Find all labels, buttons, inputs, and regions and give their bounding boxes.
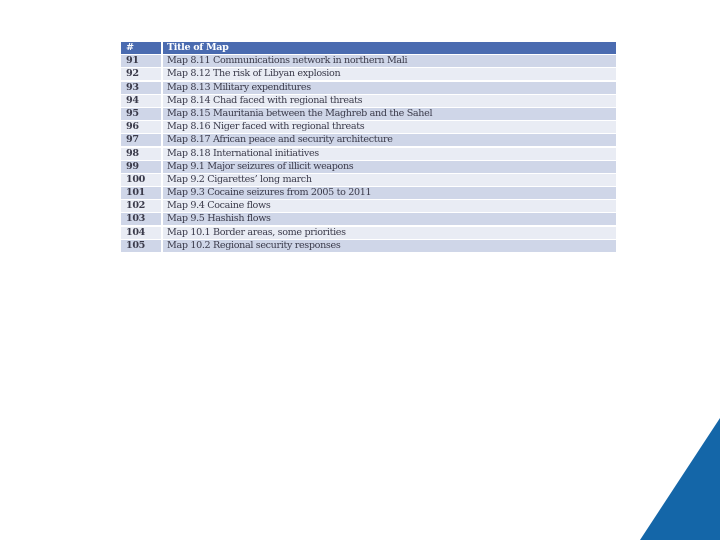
table-row (121, 95, 616, 108)
map-list-table (121, 42, 616, 253)
table-row (121, 148, 616, 161)
map-title: Map 8.18 International initiatives (163, 148, 616, 160)
map-number: 97 (121, 134, 161, 146)
table-row (121, 134, 616, 147)
map-title: Map 9.1 Major seizures of illicit weapons (163, 161, 616, 173)
table-row (121, 121, 616, 134)
map-number: 92 (121, 68, 161, 80)
map-number: 104 (121, 227, 161, 239)
corner-accent-shape (640, 418, 720, 540)
table-header-row (121, 42, 616, 55)
table-row (121, 68, 616, 81)
table-row (121, 187, 616, 200)
table-row (121, 227, 616, 240)
map-number: 102 (121, 200, 161, 212)
map-title: Map 8.17 African peace and security architecture (163, 134, 616, 146)
table-row (121, 174, 616, 187)
map-number: 95 (121, 108, 161, 120)
map-title: Map 8.15 Mauritania between the Maghreb and the Sahel (163, 108, 616, 120)
table-row (121, 200, 616, 213)
map-number: 98 (121, 148, 161, 160)
table-row (121, 161, 616, 174)
map-number: 100 (121, 174, 161, 186)
map-number: 103 (121, 213, 161, 225)
table-row (121, 213, 616, 226)
map-number: 93 (121, 82, 161, 94)
map-title: Map 10.2 Regional security responses (163, 240, 616, 252)
map-title: Map 8.12 The risk of Libyan explosion (163, 68, 616, 80)
header-number: # (121, 42, 161, 54)
map-number: 99 (121, 161, 161, 173)
map-title: Map 8.16 Niger faced with regional threats (163, 121, 616, 133)
map-title: Map 8.11 Communications network in northern Mali (163, 55, 616, 67)
table-row (121, 82, 616, 95)
table-row (121, 240, 616, 253)
map-title: Map 10.1 Border areas, some priorities (163, 227, 616, 239)
map-number: 91 (121, 55, 161, 67)
map-title: Map 9.3 Cocaine seizures from 2005 to 2011 (163, 187, 616, 199)
table-body (121, 55, 616, 253)
header-title: Title of Map (163, 42, 616, 54)
map-title: Map 9.5 Hashish flows (163, 213, 616, 225)
map-title: Map 9.2 Cigarettes’ long march (163, 174, 616, 186)
table-row (121, 55, 616, 68)
map-title: Map 9.4 Cocaine flows (163, 200, 616, 212)
map-number: 96 (121, 121, 161, 133)
map-title: Map 8.14 Chad faced with regional threats (163, 95, 616, 107)
table-row (121, 108, 616, 121)
corner-accent-wedge (640, 418, 720, 540)
map-number: 101 (121, 187, 161, 199)
map-number: 105 (121, 240, 161, 252)
map-title: Map 8.13 Military expenditures (163, 82, 616, 94)
map-number: 94 (121, 95, 161, 107)
